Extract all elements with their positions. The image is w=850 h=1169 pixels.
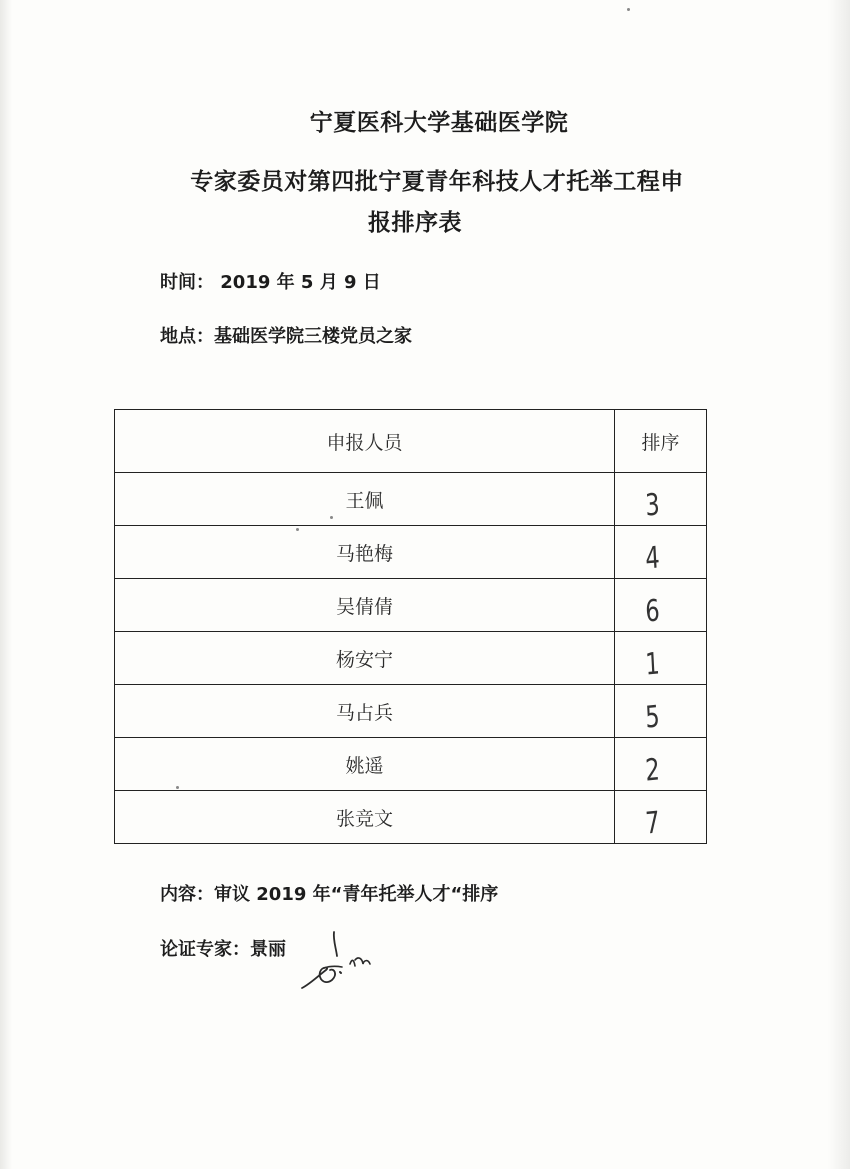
handwritten-rank: 5 xyxy=(644,698,661,736)
applicant-name: 吴倩倩 xyxy=(115,579,615,632)
handwritten-rank: 7 xyxy=(644,804,661,842)
meeting-place: 地点：基础医学院三楼党员之家 xyxy=(160,326,412,347)
table-row xyxy=(115,738,707,791)
handwritten-rank: 6 xyxy=(644,592,661,630)
expert-label: 论证专家：景丽 xyxy=(160,939,286,960)
scan-speck xyxy=(296,528,299,531)
table-row xyxy=(115,791,707,844)
table-row xyxy=(115,632,707,685)
table-row xyxy=(115,473,707,526)
document-title-line1: 专家委员对第四批宁夏青年科技人才托举工程申 xyxy=(190,169,684,195)
rank-cell xyxy=(615,632,707,685)
handwritten-rank: 1 xyxy=(644,645,661,683)
applicant-name: 姚遥 xyxy=(115,738,615,791)
header-rank: 排序 xyxy=(615,410,707,473)
handwritten-rank: 4 xyxy=(644,539,661,577)
handwritten-signature xyxy=(300,926,390,996)
applicant-name: 张竞文 xyxy=(115,791,615,844)
scan-speck xyxy=(176,786,179,789)
rank-cell xyxy=(615,685,707,738)
table-row xyxy=(115,685,707,738)
ranking-table xyxy=(114,409,707,844)
rank-cell xyxy=(615,526,707,579)
rank-cell xyxy=(615,473,707,526)
rank-cell xyxy=(615,738,707,791)
rank-cell xyxy=(615,579,707,632)
header-applicant: 申报人员 xyxy=(115,410,615,473)
handwritten-rank: 3 xyxy=(644,486,661,524)
scan-speck xyxy=(330,516,333,519)
institution-title: 宁夏医科大学基础医学院 xyxy=(309,110,569,136)
table-row xyxy=(115,526,707,579)
applicant-name: 杨安宁 xyxy=(115,632,615,685)
scan-speck xyxy=(627,8,630,11)
meeting-time: 时间： 2019 年 5 月 9 日 xyxy=(160,272,381,293)
applicant-name: 马占兵 xyxy=(115,685,615,738)
handwritten-rank: 2 xyxy=(644,751,661,789)
applicant-name: 马艳梅 xyxy=(115,526,615,579)
document-title-line2: 报排序表 xyxy=(368,210,462,236)
rank-cell xyxy=(615,791,707,844)
table-row xyxy=(115,579,707,632)
table-header-row xyxy=(115,410,707,473)
review-content: 内容：审议 2019 年“青年托举人才“排序 xyxy=(160,884,499,905)
applicant-name: 王佩 xyxy=(115,473,615,526)
scan-edge-left xyxy=(0,0,12,1169)
